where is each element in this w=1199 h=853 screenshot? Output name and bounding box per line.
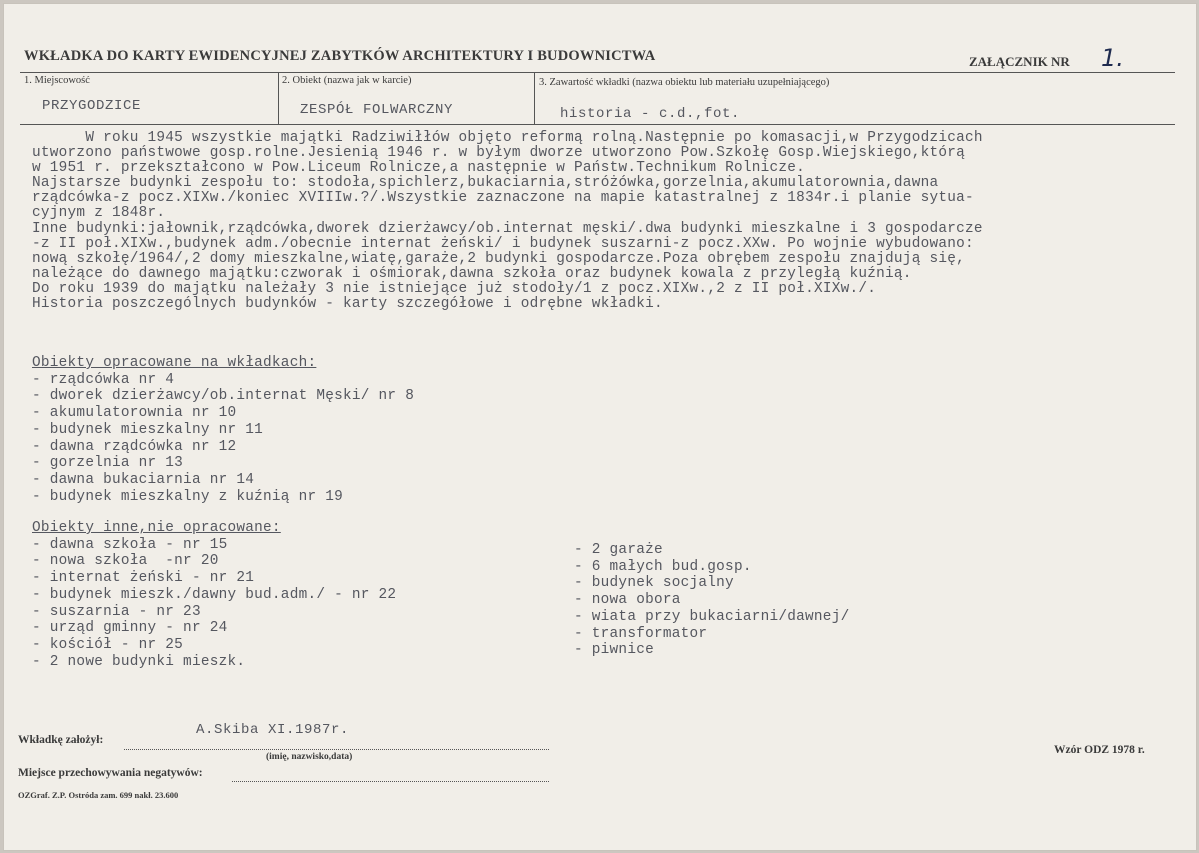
history-line: cyjnym z 1848r. (32, 205, 166, 222)
history-line: Historia poszczególnych budynków - karty szczegółowe i odrębne wkładki. (32, 296, 663, 313)
list-item: - dawna rządcówka nr 12 (32, 438, 237, 455)
list-item: - transformator (574, 625, 708, 642)
storage-label: Miejsce przechowywania negatywów: (18, 767, 203, 779)
history-line: utworzono państwowe gosp.rolne.Jesienią 1946 r. w byłym dworze utworzono Pow.Szkołę Gosp.Wiejskiego,którą (32, 145, 966, 162)
list-item: - budynek mieszkalny nr 11 (32, 421, 264, 438)
list-item: - dworek dzierżawcy/ob.internat Męski/ nr 8 (32, 388, 415, 405)
history-line: Inne budynki:jałownik,rządcówka,dworek dzierżawcy/ob.internat męski/.dwa budynki mieszkalne i 3 gospodarcze (32, 220, 983, 237)
objects-other-list (32, 520, 396, 670)
form-title: WKŁADKA DO KARTY EWIDENCYJNEJ ZABYTKÓW ARCHITEKTURY I BUDOWNICTWA (24, 48, 656, 64)
list-item: - internat żeński - nr 21 (32, 570, 255, 587)
list-item: - budynek mieszk./dawny bud.adm./ - nr 22 (32, 586, 397, 603)
record-card (3, 3, 1197, 851)
objects-other-heading: Obiekty inne,nie opracowane: (32, 520, 281, 536)
list-item: - dawna bukaciarnia nr 14 (32, 471, 255, 488)
list-item: - akumulatorownia nr 10 (32, 405, 237, 422)
locality-label: 1. Miejscowość (24, 75, 90, 86)
history-line: w 1951 r. przekształcono w Pow.Liceum Rolnicze,a następnie w Państw.Technikum Rolnicze. (32, 160, 806, 177)
list-item: - 6 małych bud.gosp. (574, 558, 752, 575)
annex-number: 1. (1101, 44, 1124, 72)
field-divider-1 (278, 72, 279, 124)
object-value: ZESPÓŁ FOLWARCZNY (300, 102, 454, 118)
history-line: Najstarsze budynki zespołu to: stodoła,spichlerz,bukaciarnia,stróżówka,gorzelnia,akumulatorownia,dawna (32, 175, 939, 192)
list-item: - urząd gminny - nr 24 (32, 620, 228, 637)
created-by-label: Wkładkę założył: (18, 734, 104, 746)
list-item: - budynek socjalny (574, 575, 734, 592)
list-item: - suszarnia - nr 23 (32, 603, 201, 620)
list-item: - rządcówka nr 4 (32, 371, 175, 388)
content-value: historia - c.d.,fot. (560, 106, 741, 122)
list-item: - 2 garaże (574, 542, 663, 558)
field-divider-2 (534, 72, 535, 124)
object-label: 2. Obiekt (nazwa jak w karcie) (282, 75, 412, 86)
objects-done-list (32, 355, 414, 505)
created-by-caption: (imię, nazwisko,data) (266, 752, 353, 762)
list-item: - piwnice (574, 642, 654, 659)
fields-bottom-rule (20, 124, 1175, 125)
history-line: Do roku 1939 do majątku należały 3 nie istniejące już stodoły/1 z pocz.XIXw.,2 z II poł.XIXw./. (32, 280, 877, 297)
header-rule (20, 72, 1175, 73)
printer-note: OZGraf. Z.P. Ostróda zam. 699 nakł. 23.600 (18, 790, 179, 800)
created-by-line (124, 749, 549, 750)
annex-label: ZAŁĄCZNIK NR (969, 54, 1070, 69)
list-item: - nowa obora (574, 592, 681, 609)
template-label: Wzór ODZ 1978 r. (1054, 744, 1145, 756)
history-text (32, 131, 983, 312)
list-item: - 2 nowe budynki mieszk. (32, 653, 246, 670)
history-line: nową szkołę/1964/,2 domy mieszkalne,wiatę,garaże,2 budynki gospodarcze.Poza obrębem zespołu znajdują się, (32, 250, 966, 267)
history-line: rządcówka-z pocz.XIXw./koniec XVIIIw.?/.Wszystkie zaznaczone na mapie katastralnej z 1834r.i planie sytua- (32, 190, 974, 207)
list-item: - dawna szkoła - nr 15 (32, 536, 228, 553)
objects-other-right-list (574, 542, 849, 659)
objects-done-heading: Obiekty opracowane na wkładkach: (32, 355, 317, 371)
history-line: W roku 1945 wszystkie majątki Radziwiłłów objęto reformą rolną.Następnie po komasacji,w Przygodzicach (32, 130, 983, 146)
list-item: - gorzelnia nr 13 (32, 455, 184, 472)
content-label: 3. Zawartość wkładki (nazwa obiektu lub materiału uzupełniającego) (539, 77, 830, 88)
list-item: - nowa szkoła -nr 20 (32, 553, 219, 570)
history-line: należące do dawnego majątku:czworak i ośmiorak,dawna szkoła oraz budynek kowala z przyległą kuźnią. (32, 265, 912, 282)
storage-line (232, 781, 549, 782)
list-item: - wiata przy bukaciarni/dawnej/ (574, 608, 850, 625)
locality-value: PRZYGODZICE (42, 98, 142, 114)
list-item: - kościół - nr 25 (32, 636, 184, 653)
created-by-value: A.Skiba XI.1987r. (196, 722, 350, 738)
list-item: - budynek mieszkalny z kuźnią nr 19 (32, 488, 344, 505)
history-line: -z II poł.XIXw.,budynek adm./obecnie internat żeński/ i budynek suszarni-z pocz.XXw. Po wojnie wybudowano: (32, 235, 974, 252)
